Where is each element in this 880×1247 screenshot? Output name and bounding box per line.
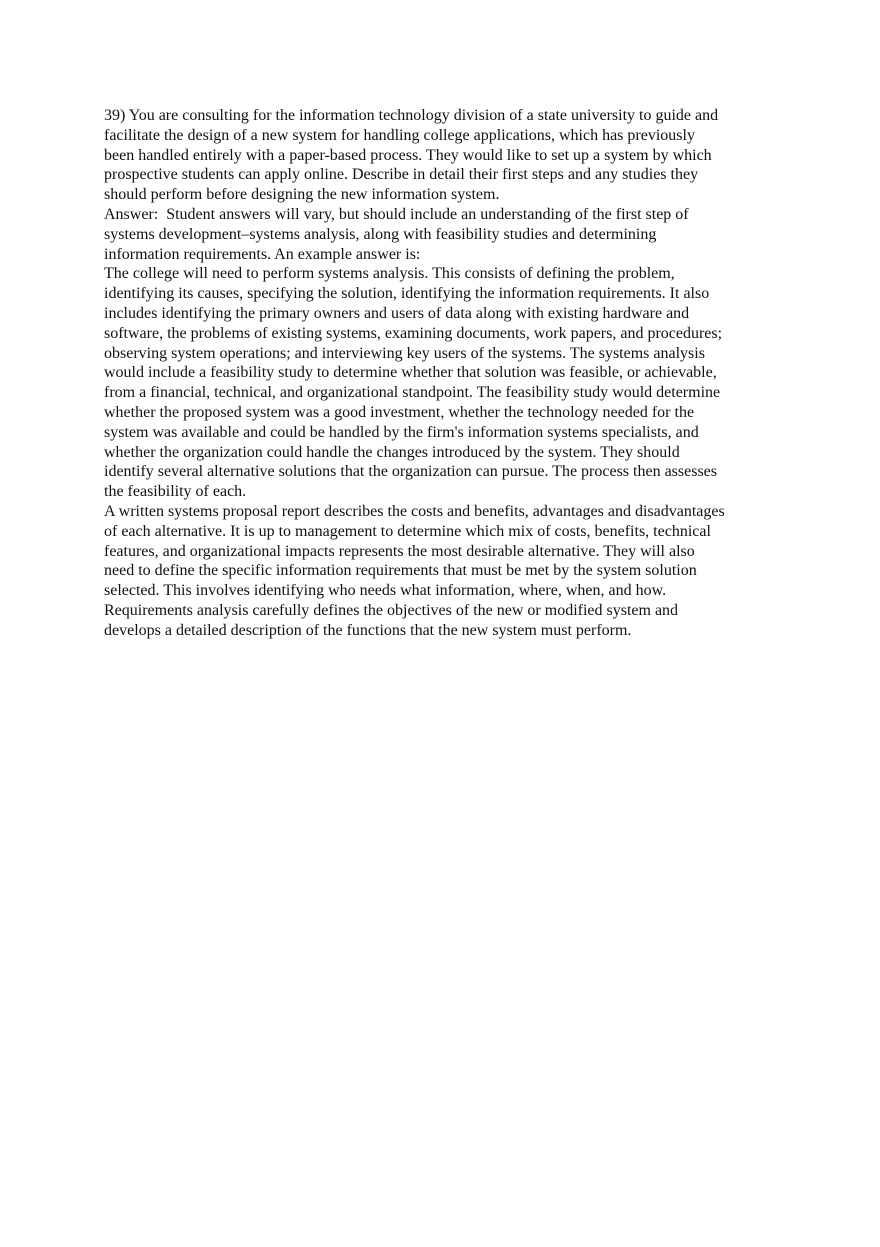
text-line: would include a feasibility study to determine whether that solution was feasible, or achievable, [104,364,717,382]
text-line: observing system operations; and interviewing key users of the systems. The systems analysis [104,344,705,362]
text-line: system was available and could be handled by the firm's information systems specialists, and [104,423,699,441]
text-line: facilitate the design of a new system for handling college applications, which has previously [104,126,695,144]
text-line: The college will need to perform systems analysis. This consists of defining the problem, [104,265,675,283]
text-line: develops a detailed description of the functions that the new system must perform. [104,621,632,639]
text-line: identify several alternative solutions that the organization can pursue. The process then assesses [104,463,718,481]
text-line: need to define the specific information requirements that must be met by the system solution [104,562,697,580]
answer-paragraph-proposal [104,502,776,641]
text-line: information requirements. An example answer is: [104,245,421,263]
text-line: selected. This involves identifying who needs what information, where, when, and how. [104,582,667,600]
text-line: from a financial, technical, and organizational standpoint. The feasibility study would determine [104,384,721,402]
text-line: features, and organizational impacts represents the most desirable alternative. They will also [104,542,695,560]
answer-intro [104,205,776,264]
text-line: of each alternative. It is up to management to determine which mix of costs, benefits, technical [104,522,711,540]
text-line: 39) You are consulting for the information technology division of a state university to guide and [104,107,719,124]
question-text [104,106,776,205]
text-line: systems development–systems analysis, along with feasibility studies and determining [104,225,657,243]
text-line: software, the problems of existing systems, examining documents, work papers, and procedures; [104,324,723,342]
text-line: identifying its causes, specifying the solution, identifying the information requirements. It also [104,285,710,303]
text-line: whether the proposed system was a good investment, whether the technology needed for the [104,403,695,421]
answer-paragraph-analysis [104,264,776,502]
text-line: Requirements analysis carefully defines the objectives of the new or modified system and [104,601,679,619]
text-line: the feasibility of each. [104,483,247,501]
document-page [104,106,776,641]
text-line: A written systems proposal report describes the costs and benefits, advantages and disadvantages [104,502,725,520]
text-line: should perform before designing the new information system. [104,186,500,204]
text-line: includes identifying the primary owners and users of data along with existing hardware and [104,304,690,322]
text-line: whether the organization could handle the changes introduced by the system. They should [104,443,680,461]
text-line: prospective students can apply online. Describe in detail their first steps and any studies they [104,166,699,184]
text-line: Answer: Student answers will vary, but should include an understanding of the first step of [104,205,689,223]
text-line: been handled entirely with a paper-based process. They would like to set up a system by which [104,146,712,164]
